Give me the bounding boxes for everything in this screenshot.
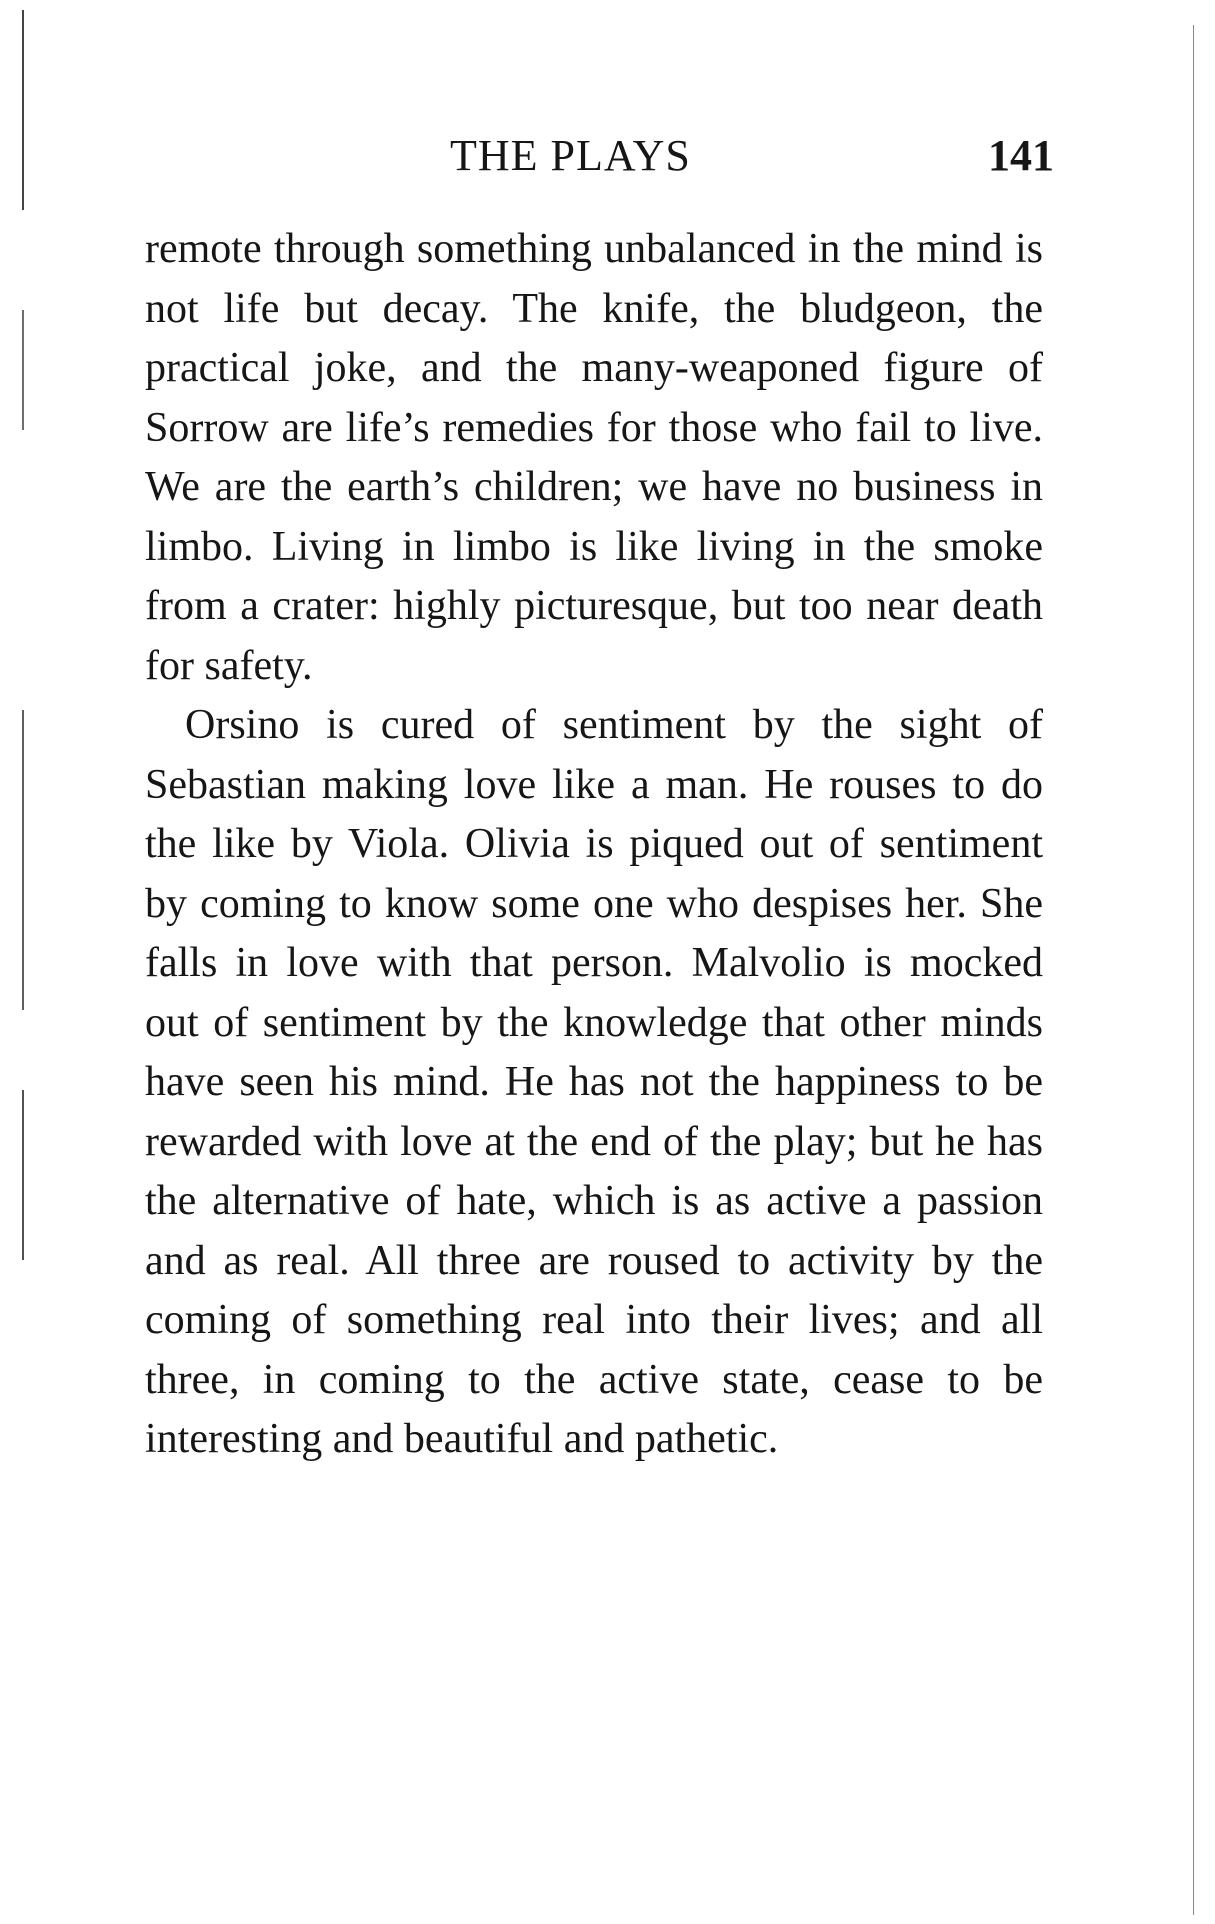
running-title: THE PLAYS — [450, 131, 691, 180]
page-number: 141 — [988, 131, 1054, 180]
scan-page-edge — [1193, 25, 1194, 1915]
body-text — [145, 220, 1043, 1470]
paragraph-continued: remote through something unbalanced in the mind is not life but decay. The knife, the bludgeon, the practical joke, and the many-weaponed figure of Sorrow are life’s remedies for those who fail to live. We are the earth’s children; we have no business in limbo. Living in limbo is like living in the smoke from a crater: highly picturesque, but too near death for safety. — [145, 226, 1043, 689]
running-header — [0, 130, 1215, 190]
scan-binding-edge — [22, 10, 24, 1590]
paragraph-orsino: Orsino is cured of sentiment by the sight of Sebastian making love like a man. He rouses to do the like by Viola. Olivia is piqued out of sentiment by coming to know some one who despises her. She falls in love with that person. Malvolio is mocked out of sentiment by the knowledge that other minds have seen his mind. He has not the happiness to be rewarded with love at the end of the play; but he has the alternative of hate, which is as active a passion and as real. All three are roused to activity by the coming of something real into their lives; and all three, in coming to the active state, cease to be interesting and beautiful and pathetic. — [145, 702, 1043, 1462]
